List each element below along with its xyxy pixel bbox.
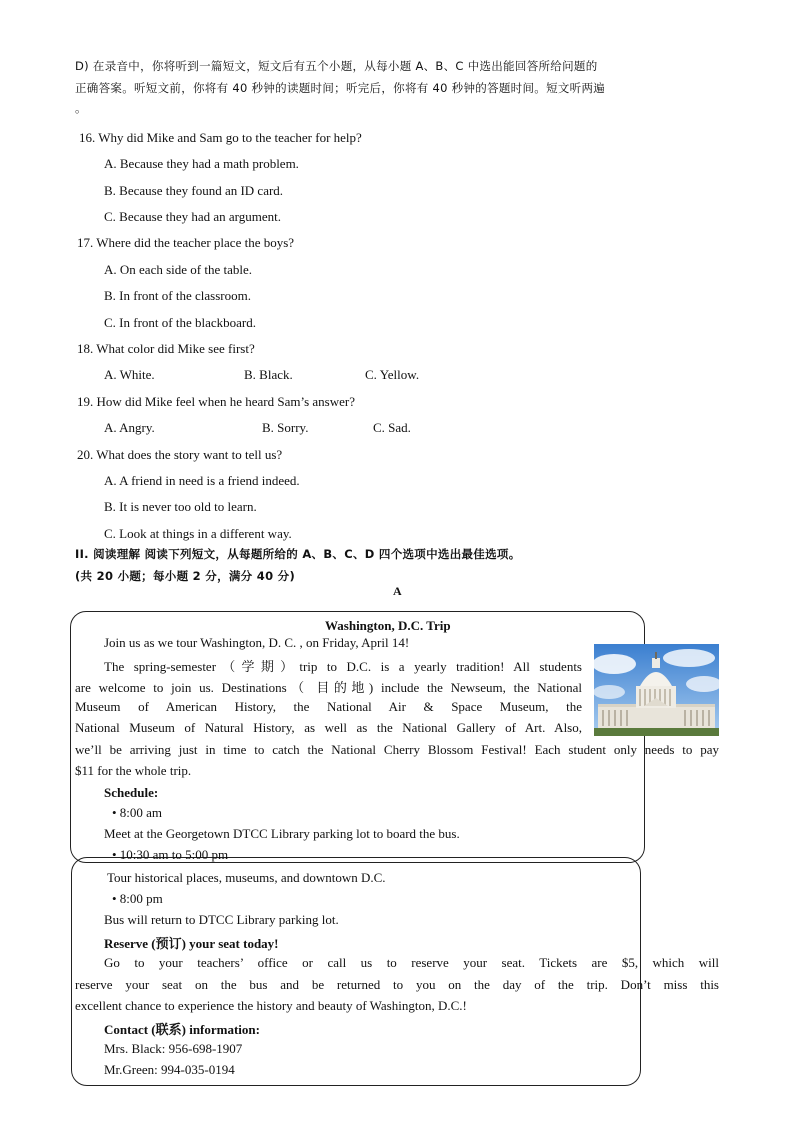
capitol-building-photo <box>594 644 719 736</box>
contact-1: Mrs. Black: 956-698-1907 <box>104 1041 243 1056</box>
schedule-time-2: • 10:30 am to 5:00 pm <box>112 847 229 862</box>
section-subheading: (共 20 小题；每小题 2 分，满分 40 分) <box>75 569 296 583</box>
passage-intro: Join us as we tour Washington, D. C. , on Friday, April 14! <box>104 635 410 650</box>
instruction-line-1: D) 在录音中，你将听到一篇短文，短文后有五个小题，从每小题 A、B、C 中选出能回答所给问题的 <box>75 59 598 73</box>
contact-heading: Contact (联系) information: <box>104 1022 260 1037</box>
question-19-option-a: A. Angry. <box>104 420 155 435</box>
instruction-line-3: 。 <box>75 101 87 115</box>
question-17-option-a: A. On each side of the table. <box>104 262 253 277</box>
schedule-desc-3: Bus will return to DTCC Library parking lot. <box>104 912 339 927</box>
question-20-stem: 20. What does the story want to tell us? <box>77 447 283 462</box>
schedule-heading: Schedule: <box>104 785 159 800</box>
question-20-option-a: A. A friend in need is a friend indeed. <box>104 473 300 488</box>
question-16-stem: 16. Why did Mike and Sam go to the teacher for help? <box>79 130 362 145</box>
paragraph-1-line-4: National Museum of Natural History, as well as the National Gallery of Art. Also, <box>75 720 582 735</box>
paragraph-1-line-3: Museum of American History, the National Air & Space Museum, the <box>75 699 582 714</box>
passage-label: A <box>393 584 402 598</box>
question-16-option-a: A. Because they had a math problem. <box>104 156 299 171</box>
paragraph-1-line-2: are welcome to join us. Destinations（ 目的地) include the Newseum, the National <box>75 680 582 695</box>
question-16-option-c: C. Because they had an argument. <box>104 209 282 224</box>
schedule-time-3: • 8:00 pm <box>112 891 163 906</box>
reserve-line-2: reserve your seat on the bus and be returned to you on the day of the trip. Don’t miss this <box>75 977 719 992</box>
section-heading: II. 阅读理解 阅读下列短文，从每题所给的 A、B、C、D 四个选项中选出最佳选项。 <box>75 547 521 561</box>
paragraph-1-line-1: The spring-semester（学期）trip to D.C. is a yearly tradition! All students <box>104 659 582 674</box>
instruction-line-2: 正确答案。听短文前，你将有 40 秒钟的读题时间；听完后，你将有 40 秒钟的答题时间。短文听两遍 <box>75 81 606 95</box>
reserve-line-1: Go to your teachers’ office or call us to reserve your seat. Tickets are $5, which will <box>104 955 719 970</box>
reserve-line-3: excellent chance to experience the history and beauty of Washington, D.C.! <box>75 998 467 1013</box>
contact-2: Mr.Green: 994-035-0194 <box>104 1062 235 1077</box>
question-18-option-c: C. Yellow. <box>365 367 420 382</box>
question-17-option-c: C. In front of the blackboard. <box>104 315 256 330</box>
question-18-stem: 18. What color did Mike see first? <box>77 341 255 356</box>
question-19-option-c: C. Sad. <box>373 420 411 435</box>
question-18-option-b: B. Black. <box>244 367 293 382</box>
question-18-option-a: A. White. <box>104 367 155 382</box>
schedule-time-1: • 8:00 am <box>112 805 163 820</box>
reserve-heading: Reserve (预订) your seat today! <box>104 936 279 951</box>
schedule-desc-1: Meet at the Georgetown DTCC Library parking lot to board the bus. <box>104 826 460 841</box>
passage-title: Washington, D.C. Trip <box>325 618 451 633</box>
schedule-desc-2: Tour historical places, museums, and downtown D.C. <box>107 870 386 885</box>
question-17-stem: 17. Where did the teacher place the boys? <box>77 235 295 250</box>
question-17-option-b: B. In front of the classroom. <box>104 288 251 303</box>
paragraph-1-line-6: $11 for the whole trip. <box>75 763 192 778</box>
question-19-option-b: B. Sorry. <box>262 420 309 435</box>
question-20-option-c: C. Look at things in a different way. <box>104 526 292 541</box>
question-16-option-b: B. Because they found an ID card. <box>104 183 284 198</box>
question-20-option-b: B. It is never too old to learn. <box>104 499 257 514</box>
paragraph-1-line-5: we’ll be arriving just in time to catch the National Cherry Blossom Festival! Each student only needs to pay <box>75 742 719 757</box>
question-19-stem: 19. How did Mike feel when he heard Sam’s answer? <box>77 394 355 409</box>
